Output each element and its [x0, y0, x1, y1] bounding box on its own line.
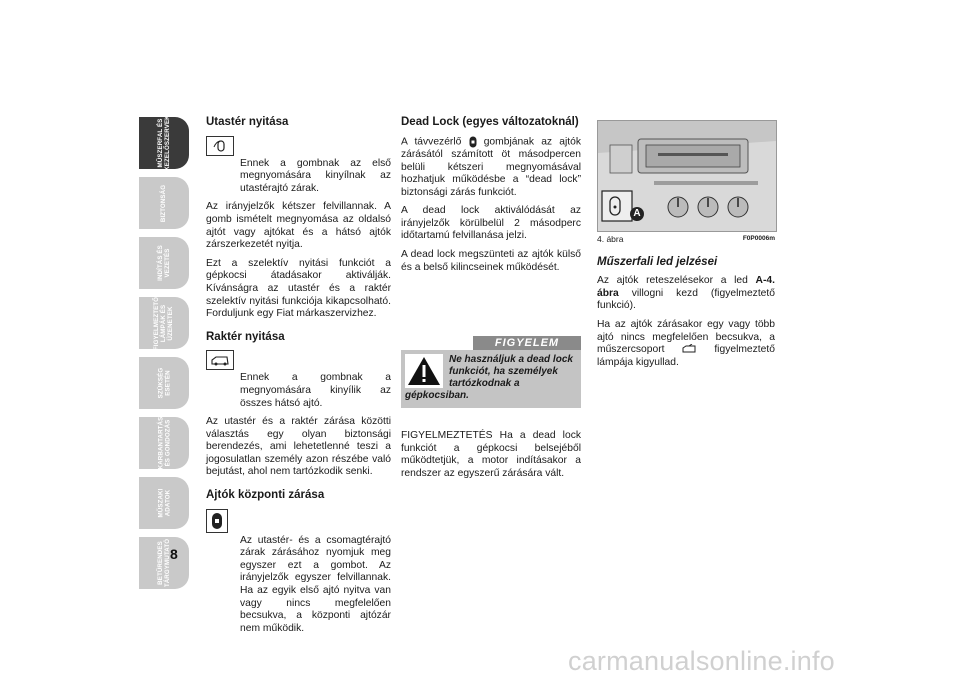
text: figyelmeztető lámpája kigyullad.	[597, 344, 775, 368]
tab-label: BETŰRENDES TÁRGYMUTATÓ	[157, 538, 171, 588]
paragraph: Ezt a szelektív nyitási funkciót a gépkocsi átadásakor aktiválják. Kívánságra az utastér és a raktér szelektív nyitási funkciója kikapcsolható. Forduljunk egy Fiat márkaszervizhez.	[206, 257, 391, 320]
tab-biztonsag[interactable]	[139, 177, 189, 229]
text: A távvezérlő	[401, 136, 462, 148]
page-number: 8	[170, 546, 178, 562]
tab-label: BIZTONSÁG	[160, 184, 168, 222]
text: Ha az ajtók zárásakor egy vagy több ajtó nincs megfelelően becsukva, a műszercsoport	[597, 318, 775, 356]
warning-box	[401, 336, 581, 408]
paragraph	[597, 319, 775, 369]
text: gombjának az ajtók zárásától számított öt másodpercen belüli kétszeri megnyomásával hozhatjuk működésbe a “dead lock” biztonsági zárás funkciót.	[401, 136, 581, 198]
figure-caption-row	[597, 233, 775, 246]
column-1	[206, 116, 391, 641]
tab-muszerfal[interactable]	[139, 117, 189, 169]
lock-icon	[469, 136, 477, 148]
paragraph	[597, 275, 775, 313]
section-title-kozponti: Ajtók központi zárása	[206, 489, 325, 502]
tab-szukseg[interactable]	[139, 357, 189, 409]
paragraph: A dead lock aktiválódását az irányjelzők körülbelül 2 másodperc időtartamú felvillanása jelzi.	[401, 205, 581, 242]
column-2	[401, 116, 581, 280]
text: villogni kezd (figyelmeztető funkció).	[597, 287, 775, 312]
lock-button-icon	[206, 509, 228, 533]
tab-label: KARBANTARTÁS ÉS GONDOZÁS	[157, 416, 171, 470]
section-title-rakter: Raktér nyitása	[206, 330, 285, 343]
callout-a: A	[630, 207, 644, 221]
paragraph: Az utastér- és a csomagtérajtó zárak zárásához nyomjuk meg egyszer ezt a gombot. Az irányjelzők egyszer felvillannak. Ha az egyik első ajtó nyitva van vagy nincs megfelelően becsukva, a központi ajtózár nem működik.	[240, 534, 391, 634]
van-rear-icon	[206, 350, 234, 370]
figure-code: F0P0006m	[742, 235, 775, 242]
tab-figyelmezteto[interactable]	[139, 297, 189, 349]
paragraph: Az irányjelzők kétszer felvillannak. A gomb ismételt megnyomása az oldalsó ajtót vagy ajtókat és a hátsó ajtók zárszerkezetét nyitja.	[206, 201, 391, 251]
unlock-button-icon	[206, 136, 234, 156]
tab-label: MŰSZAKI ADATOK	[156, 488, 171, 518]
warning-text: Ne használjuk a dead lock funkciót, ha személyek tartózkodnak a gépkocsiban.	[405, 354, 573, 401]
paragraph	[401, 136, 581, 200]
section-sidebar	[139, 117, 189, 597]
watermark: carmanualsonline.info	[568, 646, 835, 676]
section-title-led: Műszerfali led jelzései	[597, 255, 718, 268]
figure-reference: A-4. ábra	[597, 275, 775, 299]
paragraph: A dead lock megszünteti az ajtók külső és a belső kilincseinek működését.	[401, 249, 581, 273]
tab-betrendes[interactable]	[139, 537, 189, 589]
warning-triangle-icon	[405, 354, 443, 388]
tab-karbantartas[interactable]	[139, 417, 189, 469]
column-3	[597, 120, 775, 375]
tab-label: MŰSZERFAL ÉS KEZELŐSZERVEK	[157, 115, 172, 171]
dashboard-illustration	[598, 121, 776, 231]
paragraph: Ennek a gombnak a megnyomására kinyílik az összes hátsó ajtó.	[240, 372, 391, 409]
warning-body	[401, 350, 581, 408]
warning-heading: FIGYELEM	[473, 336, 581, 350]
paragraph: Az utastér és a raktér zárása közötti választás egy olyan biztonsági berendezés, ami lehetetlenné teszi a jogosulatlan személy azon részébe való bejutást, ahol nem tartózkodik senki.	[206, 416, 391, 478]
text: Az ajtók reteszelésekor a led	[597, 275, 748, 287]
section-title-utaster: Utastér nyitása	[206, 116, 289, 128]
tab-label: INDÍTÁS ÉS VEZETÉS	[156, 245, 171, 281]
paragraph: Ennek a gombnak az első megnyomására kinyílnak az utastérajtó zárak.	[240, 157, 391, 194]
figure-caption: 4. ábra	[597, 234, 624, 244]
tab-inditas[interactable]	[139, 237, 189, 289]
section-title-deadlock: Dead Lock (egyes változatoknál)	[401, 116, 579, 128]
tab-label: FIGYELMEZTETŐ LÁMPÁK ÉS ÜZENETEK	[153, 296, 175, 350]
tab-muszaki[interactable]	[139, 477, 189, 529]
tab-label: SZÜKSÉG ESETÉN	[157, 367, 171, 399]
note-paragraph: FIGYELMEZTETÉS Ha a dead lock funkciót a gépkocsi belsejéből működtetjük, a motor indításakor a rendszer az egyszerű zárására vált.	[401, 430, 581, 479]
dashboard-figure	[597, 120, 777, 232]
door-open-warning-icon	[681, 344, 697, 354]
